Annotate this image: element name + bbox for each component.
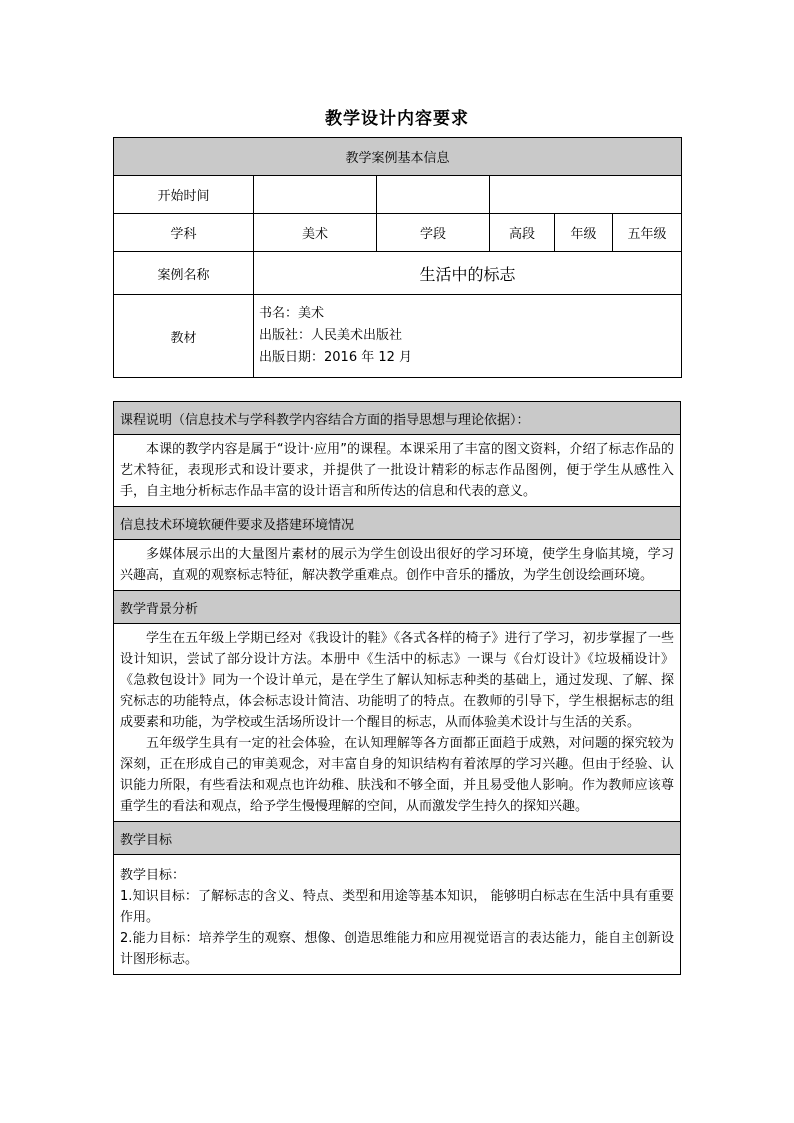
stage-value: 高段 bbox=[490, 214, 555, 252]
grade-label: 年级 bbox=[555, 214, 613, 252]
case-name-label: 案例名称 bbox=[114, 252, 254, 295]
goals-intro: 教学目标： bbox=[120, 868, 186, 883]
goals-ability: 2.能力目标：培养学生的观察、想像、创造思维能力和应用视觉语言的表达能力，能自主创新设计图形标志。 bbox=[120, 931, 674, 967]
textbook-date: 出版日期：2016 年 12 月 bbox=[259, 350, 413, 365]
case-name-value: 生活中的标志 bbox=[254, 252, 682, 295]
basic-info-table bbox=[113, 137, 682, 378]
textbook-label: 教材 bbox=[114, 295, 254, 378]
background-section-body bbox=[114, 624, 681, 822]
textbook-publisher: 出版社：人民美术出版社 bbox=[259, 328, 403, 343]
course-design-table bbox=[113, 401, 681, 975]
goals-knowledge: 1.知识目标：了解标志的含义、特点、类型和用途等基本知识， 能够明白标志在生活中具有重要作用。 bbox=[120, 889, 674, 925]
course-section-body bbox=[114, 435, 681, 507]
start-time-cell bbox=[377, 176, 490, 214]
background-paragraph: 学生在五年级上学期已经对《我设计的鞋》《各式各样的椅子》进行了学习，初步掌握了一些设计知识，尝试了部分设计方法。本册中《生活中的标志》一课与《台灯设计》《垃圾桶设计》《急救包设计》同为一个设计单元，是在学生了解认知标志种类的基础上，通过发现、了解、探究标志的功能特点，体会标志设计简洁、功能明了的特点。在教师的引导下，学生根据标志的组成要素和功能，为学校或生活场所设计一个醒目的标志，从而体验美术设计与生活的关系。 bbox=[120, 631, 674, 730]
env-section-body bbox=[114, 540, 681, 591]
start-time-label: 开始时间 bbox=[114, 176, 254, 214]
textbook-title: 书名：美术 bbox=[259, 306, 325, 321]
info-table-header: 教学案例基本信息 bbox=[114, 138, 682, 176]
goals-section-body bbox=[114, 855, 681, 975]
start-time-cell bbox=[490, 176, 682, 214]
background-section-heading: 教学背景分析 bbox=[114, 591, 681, 624]
stage-label: 学段 bbox=[377, 214, 490, 252]
textbook-details bbox=[254, 295, 682, 378]
background-paragraph: 五年级学生具有一定的社会体验，在认知理解等各方面都正面趋于成熟，对问题的探究较为深刻，正在形成自己的审美观念，对丰富自身的知识结构有着浓厚的学习兴趣。但由于经验、认识能力所限，有些看法和观点也许幼稚、肤浅和不够全面，并且易受他人影响。作为教师应该尊重学生的看法和观点，给予学生慢慢理解的空间，从而激发学生持久的探知兴趣。 bbox=[120, 736, 674, 814]
env-paragraph: 多媒体展示出的大量图片素材的展示为学生创设出很好的学习环境，使学生身临其境，学习兴趣高，直观的观察标志特征，解决教学重难点。创作中音乐的播放，为学生创设绘画环境。 bbox=[120, 547, 674, 583]
course-paragraph: 本课的教学内容是属于“设计·应用”的课程。本课采用了丰富的图文资料，介绍了标志作品的艺术特征，表现形式和设计要求，并提供了一批设计精彩的标志作品图例，便于学生从感性入手，自主地分析标志作品丰富的设计语言和所传达的信息和代表的意义。 bbox=[120, 442, 674, 499]
subject-label: 学科 bbox=[114, 214, 254, 252]
start-time-cell bbox=[254, 176, 377, 214]
grade-value: 五年级 bbox=[613, 214, 682, 252]
goals-section-heading: 教学目标 bbox=[114, 822, 681, 855]
env-section-heading: 信息技术环境软硬件要求及搭建环境情况 bbox=[114, 507, 681, 540]
course-section-heading: 课程说明（信息技术与学科教学内容结合方面的指导思想与理论依据）： bbox=[114, 402, 681, 435]
subject-value: 美术 bbox=[254, 214, 377, 252]
page-title: 教学设计内容要求 bbox=[325, 109, 469, 129]
